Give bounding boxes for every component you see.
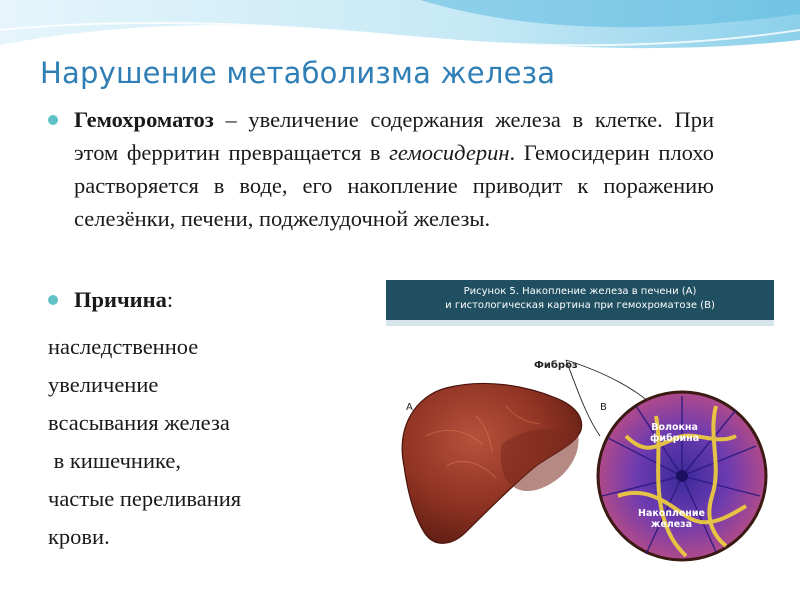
label-a: А: [406, 402, 413, 413]
bullet-dot-icon: [48, 295, 58, 305]
definition-part-2: . Гемосидерин плохо растворяется в воде, его накопление приводит к поражению селезёнки, печени, поджелудочной железы.: [74, 140, 715, 231]
label-fibrin-fibers: [650, 422, 699, 444]
label-fibrin-fibers-line-2: фибрина: [650, 433, 700, 444]
figure-caption-line-2: и гистологическая картина при гемохроматозе (В): [445, 300, 715, 311]
bullet-dot-icon: [48, 115, 58, 125]
label-iron-accumulation-line-2: железа: [650, 519, 693, 530]
term-cause: Причина: [74, 287, 167, 312]
cause-line: крови.: [48, 524, 110, 549]
label-fibrin-fibers-line-1: Волокна: [651, 422, 698, 433]
cause-line: увеличение: [48, 372, 159, 397]
figure-caption: [386, 280, 774, 320]
histology-circle: [598, 392, 766, 560]
cause-list: [48, 328, 241, 556]
term-hemochromatosis: Гемохроматоз: [74, 107, 214, 132]
liver-drawing: [402, 383, 581, 543]
figure-caption-line-1: Рисунок 5. Накопление железа в печени (А): [463, 286, 697, 297]
colon: :: [166, 287, 174, 312]
liver-figure: [386, 280, 774, 584]
cause-line: наследственное: [48, 334, 199, 359]
definition-part-1: – увеличение содержания железа в клетке. При этом ферритин превращается в: [74, 107, 714, 165]
cause-line: всасывания железа: [48, 410, 230, 435]
label-iron-accumulation-line-1: Накопление: [638, 508, 705, 519]
term-hemosiderin: гемосидерин: [389, 140, 510, 165]
bullet-hemochromatosis: [48, 103, 714, 235]
label-fibrosis: Фиброз: [534, 360, 578, 371]
cause-line: частые переливания: [48, 486, 242, 511]
label-iron-accumulation: [638, 508, 705, 530]
cause-line: в кишечнике,: [48, 448, 181, 473]
label-b: В: [600, 402, 607, 413]
liver-illustration: [386, 326, 774, 584]
bullet-text: [74, 103, 714, 235]
slide-title: Нарушение метаболизма железа: [40, 56, 556, 90]
